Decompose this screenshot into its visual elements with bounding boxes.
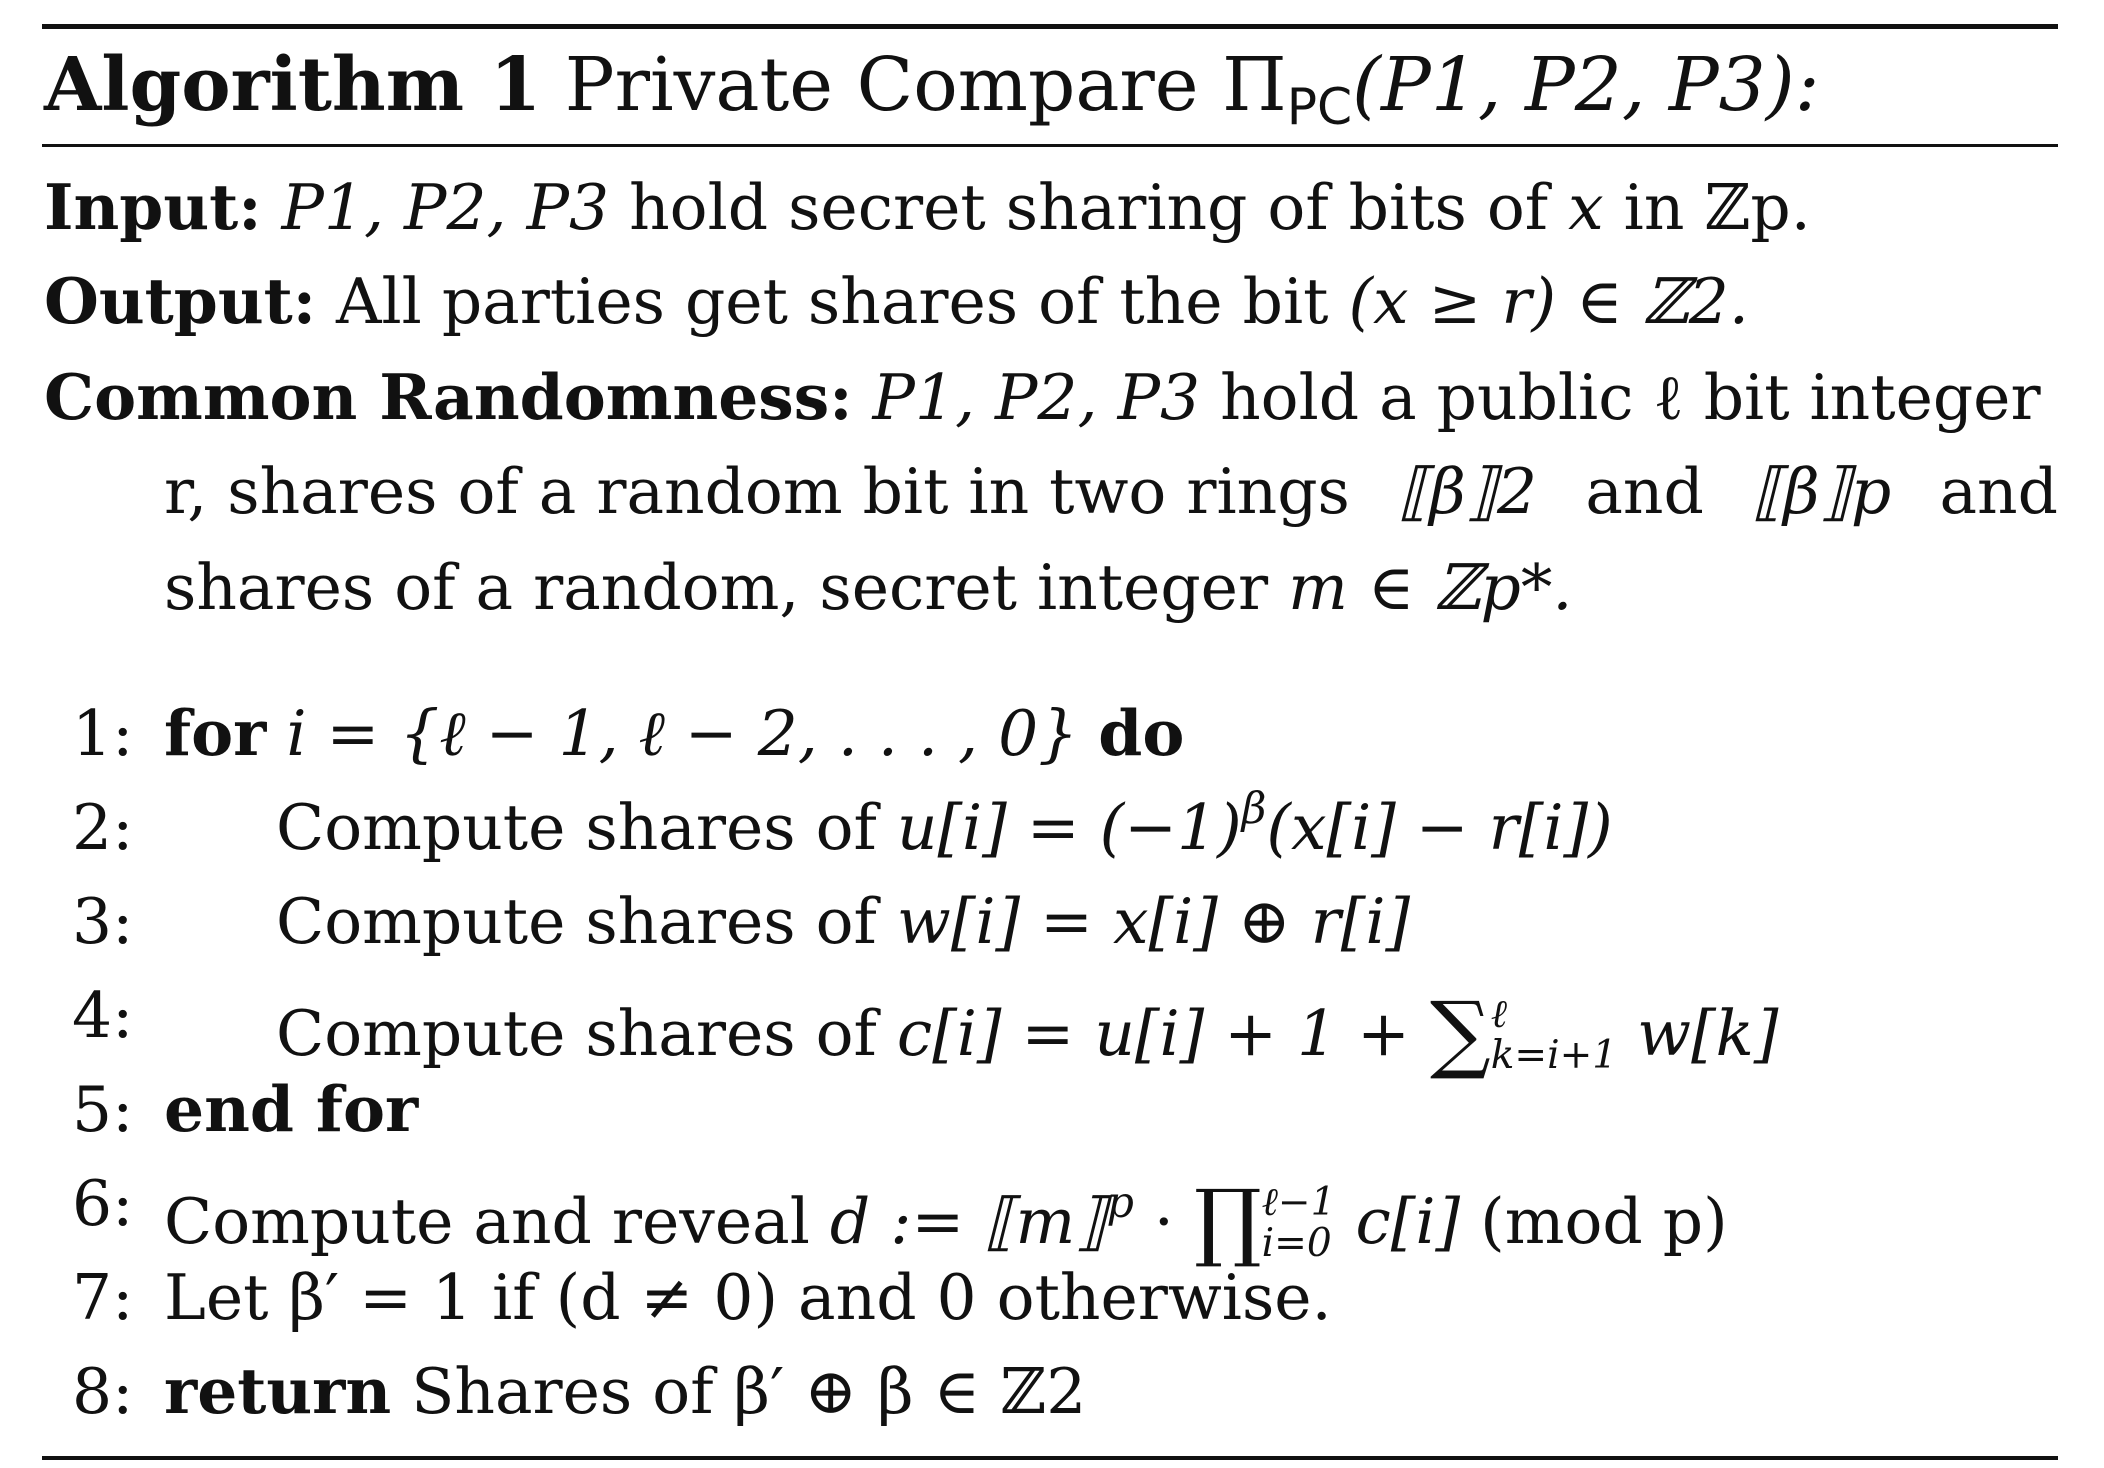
protocol-symbol: $\Pi_{PC}$ <box>1222 42 1353 137</box>
loop-range: i = {ℓ − 1, ℓ − 2, . . . , 0} <box>286 697 1079 770</box>
common-randomness-line-1 <box>44 360 2041 434</box>
protocol-args: (P1, P2, P3): <box>1352 42 1820 128</box>
step8-expr: Shares of β′ ⊕ β ∈ ℤ2 <box>411 1355 1087 1428</box>
common-randomness-line3-expr: m ∈ ℤp*. <box>1288 551 1573 624</box>
common-randomness-text-a: hold a public ℓ bit integer <box>1220 361 2041 434</box>
step4-expr-b: w[k] <box>1637 997 1779 1070</box>
step-number: 4: <box>72 979 134 1052</box>
output-label: Output: <box>44 264 316 338</box>
and-1: and <box>1585 455 1704 528</box>
common-randomness-line2-a: r, shares of a random bit in two rings <box>164 455 1350 528</box>
do-keyword: do <box>1098 696 1185 770</box>
step-number: 3: <box>72 885 134 958</box>
input-parties: P1, P2, P3 <box>281 171 610 244</box>
step2-prefix: Compute shares of <box>276 791 877 864</box>
step-number: 7: <box>72 1261 134 1334</box>
output-line <box>44 264 1749 338</box>
step3-expr: w[i] = x[i] ⊕ r[i] <box>896 885 1411 958</box>
mod-expr: (mod p) <box>1480 1185 1728 1258</box>
step-number: 1: <box>72 697 134 770</box>
algorithm-caption <box>44 42 1820 137</box>
beta-ring-2: ⟦β⟧2 <box>1398 455 1538 528</box>
output-text-a: All parties get shares of the bit <box>336 265 1329 338</box>
step7-text: Let β′ = 1 if (d ≠ 0) and 0 otherwise. <box>164 1261 1332 1334</box>
common-randomness-label: Common Randomness: <box>44 360 853 434</box>
input-label: Input: <box>44 170 262 244</box>
input-var: x <box>1568 171 1604 244</box>
dot-operator: · <box>1153 1185 1174 1258</box>
common-randomness-line-3 <box>164 551 1573 624</box>
return-keyword: return <box>164 1354 392 1428</box>
algorithm-title: Private Compare <box>564 42 1199 128</box>
top-rule <box>42 24 2058 29</box>
output-expr: (x ≥ r) ∈ ℤ2. <box>1348 265 1749 338</box>
input-line <box>44 170 1811 244</box>
step6-expr-b: c[i] <box>1355 1185 1461 1258</box>
product-operator: ∏ <box>1193 1171 1262 1271</box>
common-randomness-line3-a: shares of a random, secret integer <box>164 551 1269 624</box>
step-number: 6: <box>72 1167 134 1240</box>
step2-expr: $u[i] = (-1)^\beta(x[i] - r[i])$ <box>896 784 1613 864</box>
common-randomness-parties: P1, P2, P3 <box>872 361 1201 434</box>
step-number: 2: <box>72 791 134 864</box>
input-text-b: in <box>1623 171 1685 244</box>
beta-ring-p: ⟦β⟧p <box>1752 455 1892 528</box>
input-ring: ℤp. <box>1704 171 1811 244</box>
step6-expr-a: d := ⟦m⟧$^p$ <box>829 1178 1134 1258</box>
input-text-a: hold secret sharing of bits of <box>629 171 1549 244</box>
for-keyword: for <box>164 696 267 770</box>
common-randomness-line-2 <box>164 455 2058 528</box>
step4-prefix: Compute shares of <box>276 997 877 1070</box>
bottom-rule <box>42 1456 2058 1460</box>
end-for-keyword: end for <box>164 1072 419 1146</box>
step6-prefix: Compute and reveal <box>164 1185 810 1258</box>
algorithm-label: Algorithm 1 <box>44 42 542 128</box>
caption-rule <box>42 144 2058 147</box>
sum-limits: ℓ k=i+1 <box>1490 992 1618 1079</box>
step-number: 5: <box>72 1073 134 1146</box>
step3-prefix: Compute shares of <box>276 885 877 958</box>
sum-operator: ∑ <box>1429 983 1491 1083</box>
and-2: and <box>1939 455 2058 528</box>
step4-expr-a: c[i] = u[i] + 1 + <box>896 997 1410 1070</box>
product-limits: ℓ−1 i=0 <box>1261 1180 1336 1267</box>
step-number: 8: <box>72 1355 134 1428</box>
